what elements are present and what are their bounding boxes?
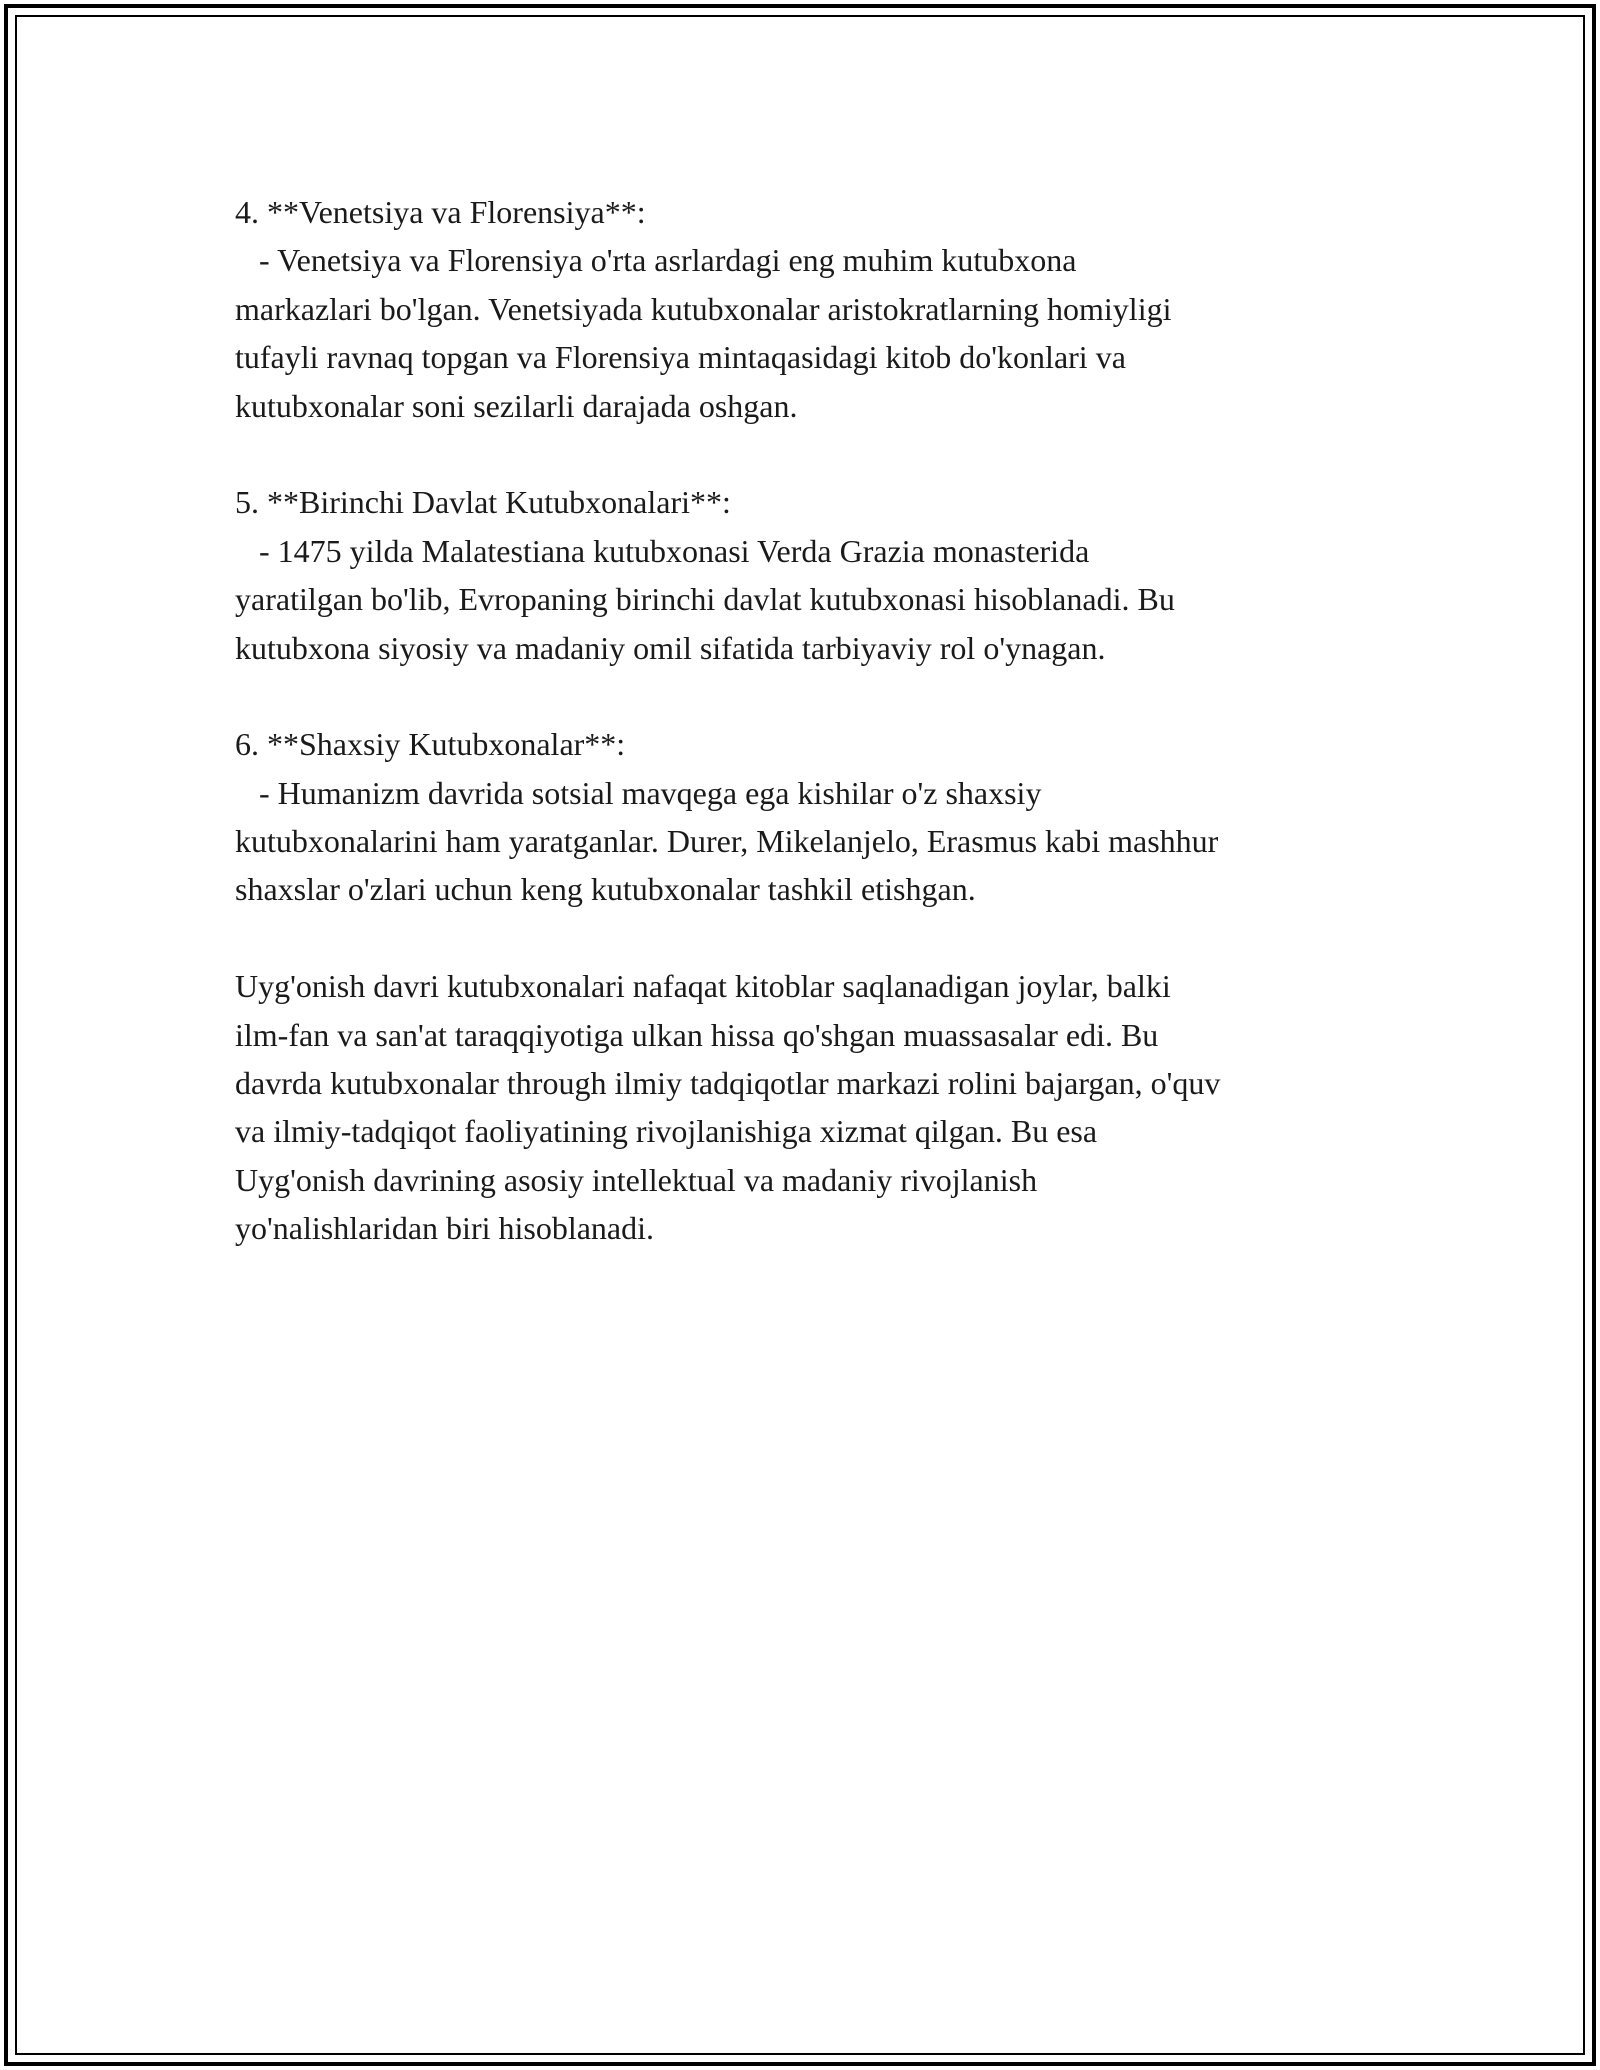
document-body: [235, 188, 1375, 1253]
section-line: - Venetsiya va Florensiya o'rta asrlardagi eng muhim kutubxona: [235, 242, 1077, 279]
section-line: kutubxona siyosiy va madaniy omil sifatida tarbiyaviy rol o'ynagan.: [235, 629, 1106, 666]
paragraph-spacer: [235, 430, 1375, 478]
conclusion-line: davrda kutubxonalar through ilmiy tadqiqotlar markazi rolini bajargan, o'quv: [235, 1065, 1221, 1102]
section-line: kutubxonalar soni sezilarli darajada oshgan.: [235, 387, 798, 424]
section-heading: 6. **Shaxsiy Kutubxonalar**:: [235, 726, 626, 763]
section-heading: 5. **Birinchi Davlat Kutubxonalari**:: [235, 484, 731, 521]
section-line: shaxslar o'zlari uchun keng kutubxonalar tashkil etishgan.: [235, 871, 976, 908]
section-birinchi-davlat-kutubxonalari: [235, 478, 1375, 672]
conclusion-paragraph: [235, 962, 1375, 1252]
section-shaxsiy-kutubxonalar: [235, 720, 1375, 914]
conclusion-line: Uyg'onish davrining asosiy intellektual va madaniy rivojlanish: [235, 1161, 1038, 1198]
conclusion-line: va ilmiy-tadqiqot faoliyatining rivojlanishiga xizmat qilgan. Bu esa: [235, 1113, 1098, 1150]
paragraph-spacer: [235, 914, 1375, 962]
section-line: kutubxonalarini ham yaratganlar. Durer, Mikelanjelo, Erasmus kabi mashhur: [235, 823, 1219, 860]
section-line: - Humanizm davrida sotsial mavqega ega kishilar o'z shaxsiy: [235, 774, 1042, 811]
section-line: yaratilgan bo'lib, Evropaning birinchi davlat kutubxonasi hisoblanadi. Bu: [235, 581, 1175, 618]
conclusion-line: ilm-fan va san'at taraqqiyotiga ulkan hissa qo'shgan muassasalar edi. Bu: [235, 1016, 1159, 1053]
section-line: markazlari bo'lgan. Venetsiyada kutubxonalar aristokratlarning homiyligi: [235, 290, 1172, 327]
section-line: - 1475 yilda Malatestiana kutubxonasi Verda Grazia monasterida: [235, 532, 1090, 569]
paragraph-spacer: [235, 672, 1375, 720]
conclusion-line: Uyg'onish davri kutubxonalari nafaqat kitoblar saqlanadigan joylar, balki: [235, 968, 1171, 1005]
conclusion-line: yo'nalishlaridan biri hisoblanadi.: [235, 1210, 655, 1247]
section-heading: 4. **Venetsiya va Florensiya**:: [235, 194, 646, 230]
section-line: tufayli ravnaq topgan va Florensiya mintaqasidagi kitob do'konlari va: [235, 339, 1126, 376]
section-venetsiya-florensiya: [235, 188, 1375, 430]
